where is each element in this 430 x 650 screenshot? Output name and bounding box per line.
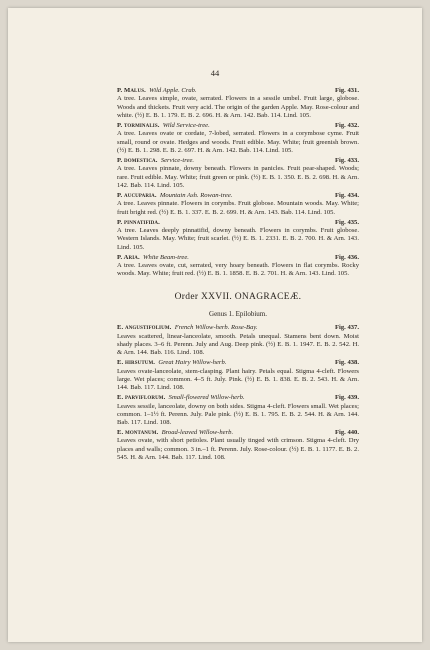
figure-reference: Fig. 438. xyxy=(335,359,359,367)
figure-reference: Fig. 432. xyxy=(335,121,359,129)
figure-reference: Fig. 434. xyxy=(335,191,359,199)
order-title: Order XXVII. ONAGRACEÆ. xyxy=(174,291,302,302)
species-name: P. pinnatifida. xyxy=(117,218,160,226)
entry-names xyxy=(117,359,226,367)
common-name: Mountain Ash. Rowan-tree. xyxy=(159,191,233,199)
species-name: P. Aria. xyxy=(117,253,140,261)
species-description: A tree. Leaves ovate or cordate, 7-lobed, serrated. Flowers in a corymbose cyme. Fruit small, round or ovate. Hedges and woods. Fruit edible. May. White; fruit greenish brown. (½) E. B. 1. 298. E. B. 2. 697. H. & Arn. 142. Bab. 114. Lind. 105. xyxy=(117,130,359,154)
entry-heading xyxy=(117,219,359,227)
common-name: White Beam-tree. xyxy=(143,253,189,261)
species-description: A tree. Leaves simple, ovate, serrated. Flowers in a sessile umbel. Fruit large, globose. Woods and thickets. Fruit very acid. The origin of the garden Apple. May. Rose-colour and white. (½) E. B. 1. 179. E. B. 2. 696. H. & Arn. 142. Bab. 114. Lind. 105. xyxy=(117,95,359,120)
figure-reference: Fig. 431. xyxy=(335,87,359,94)
figure-reference: Fig. 439. xyxy=(335,394,359,402)
genus-title: Genus 1. Epilobium. xyxy=(209,309,267,318)
entry-heading xyxy=(117,394,359,402)
book-page xyxy=(8,8,422,642)
species-name: E. parviflorum. xyxy=(117,394,166,402)
species-entry xyxy=(117,87,359,120)
entry-names xyxy=(117,122,210,130)
species-entry xyxy=(117,359,359,392)
entry-heading xyxy=(117,192,359,200)
species-entry xyxy=(117,254,359,279)
species-name: P. domestica. xyxy=(117,156,158,164)
entry-names xyxy=(117,254,189,262)
species-entry xyxy=(117,429,359,462)
entry-names xyxy=(117,429,233,437)
species-entry xyxy=(117,192,359,217)
figure-reference: Fig. 437. xyxy=(335,324,359,332)
entry-heading xyxy=(117,157,359,165)
epilobium-entries xyxy=(117,324,359,462)
species-description: A tree. Leaves deeply pinnatifid, downy beneath. Flowers in corymbs. Fruit globose. Western Islands. May. White; fruit scarlet. (½) E. B. 1. 2331. E. B. 2. 700. H. & Arn. 143. Lind. 105. xyxy=(117,226,359,251)
common-name: Great Hairy Willow-herb. xyxy=(158,359,227,367)
entry-heading xyxy=(117,359,359,367)
species-description: Leaves sessile, lanceolate, downy on both sides. Stigma 4-cleft. Flowers small. Wet places; common. 1–1½ ft. Perenn. July. Pale pink. (½) E. B. 1. 795. E. B. 2. 544. H. & Arn. 144. Bab. 117. Lind. 108. xyxy=(117,402,359,427)
entry-names xyxy=(117,219,163,227)
species-description: A tree. Leaves pinnate, downy beneath. Flowers in panicles. Fruit pear-shaped. Woods; rare. Fruit edible. May. White; fruit green or pink. (½) E. B. 1. 350. E. B. 2. 698. H. & Arn. 142. Bab. 114. Lind. 105. xyxy=(117,165,359,189)
figure-reference: Fig. 440. xyxy=(335,429,359,437)
common-name: Broad-leaved Willow-herb. xyxy=(161,429,234,437)
entry-heading xyxy=(117,122,359,130)
figure-reference: Fig. 436. xyxy=(335,253,359,261)
species-name: P. aucuparia. xyxy=(117,191,157,199)
common-name: Wild Apple. Crab. xyxy=(149,87,197,94)
species-entry xyxy=(117,219,359,252)
pyrus-entries xyxy=(117,87,359,279)
entry-names xyxy=(117,324,258,332)
figure-reference: Fig. 433. xyxy=(335,156,359,164)
species-description: Leaves scattered, linear-lanceolate, smooth. Petals unequal. Stamens bent down. Moist shady places. 3–6 ft. Perenn. July and Aug. Deep pink. (½) E. B. 1. 1947. E. B. 2. 542. H. & Arn. 144. Bab. 116. Lind. 108. xyxy=(117,332,359,357)
species-name: E. montanum. xyxy=(117,429,159,437)
entry-names xyxy=(117,192,232,200)
entry-names xyxy=(117,87,197,95)
species-entry xyxy=(117,394,359,427)
species-description: A tree. Leaves pinnate. Flowers in corymbs. Fruit globose. Mountain woods. May. White; fruit bright red. (½) E. B. 1. 337. E. B. 2. 699. H. & Arn. 143. Bab. 114. Lind. 105. xyxy=(117,200,359,216)
common-name: Service-tree. xyxy=(160,156,195,164)
species-name: E. angustifolium. xyxy=(117,324,172,332)
common-name: Small-flowered Willow-herb. xyxy=(168,394,245,402)
species-entry xyxy=(117,324,359,357)
species-description: Leaves ovate, with short petioles. Plant usually tinged with crimson. Stigma 4-cleft. Dry places and walls; common. 3 in.–1 ft. Perenn. July. Rose-colour. (½) E. B. 1. 1177. E. B. 2. 545. H. & Arn. 144. Bab. 117. Lind. 108. xyxy=(117,437,359,462)
entry-heading xyxy=(117,324,359,332)
species-name: P. Malus. xyxy=(117,87,146,94)
entry-heading xyxy=(117,87,359,95)
species-entry xyxy=(117,157,359,190)
species-name: P. torminalis. xyxy=(117,121,160,129)
page-number: 44 xyxy=(210,68,220,78)
common-name: French Willow-herb. Rose-Bay. xyxy=(174,324,258,332)
page-body xyxy=(117,87,359,464)
species-description: A tree. Leaves ovate, cut, serrated, very hoary beneath. Flowers in flat corymbs. Rocky woods. May. White; fruit red. (½) E. B. 1. 1858. E. B. 2. 701. H. & Arn. 143. Lind. 105. xyxy=(117,261,359,278)
figure-reference: Fig. 435. xyxy=(335,218,359,226)
entry-heading xyxy=(117,429,359,437)
entry-names xyxy=(117,157,194,165)
entry-names xyxy=(117,394,245,402)
species-name: E. hirsutum. xyxy=(117,359,156,367)
species-description: Leaves ovate-lanceolate, stem-clasping. Plant hairy. Petals equal. Stigma 4-cleft. Flowers large. Wet places; common. 4–5 ft. July. Pink. (½) E. B. 1. 838. E. B. 2. 543. H. & Arn. 144. Bab. 117. Lind. 108. xyxy=(117,367,359,392)
entry-heading xyxy=(117,254,359,262)
common-name: Wild Service-tree. xyxy=(162,121,210,129)
species-entry xyxy=(117,122,359,155)
